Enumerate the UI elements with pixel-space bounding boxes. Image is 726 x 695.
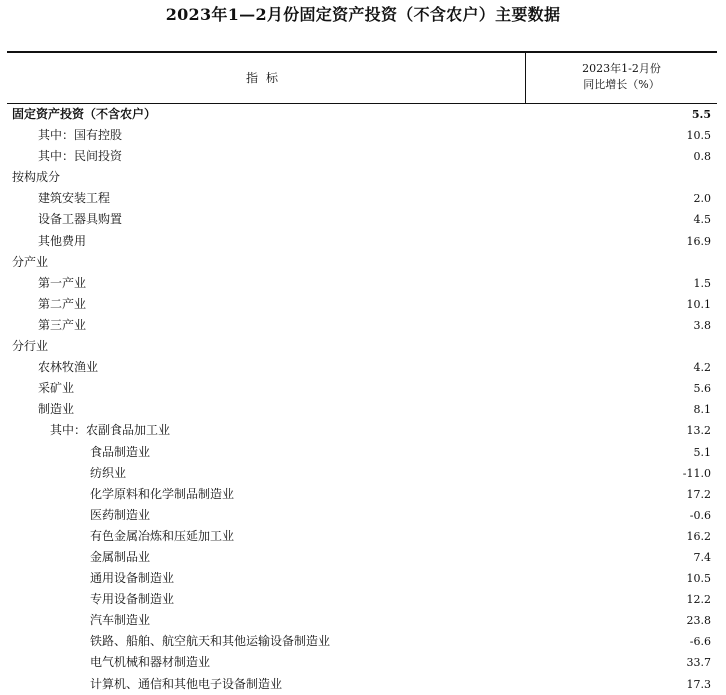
- row-label: 固定资产投资（不含农户）: [12, 107, 157, 121]
- row-label: 第二产业: [38, 296, 87, 311]
- row-value: 10.5: [686, 129, 711, 143]
- row-value: 1.5: [693, 276, 711, 290]
- row-label: 采矿业: [38, 381, 75, 396]
- table-row: [7, 526, 717, 547]
- data-table: [7, 51, 717, 695]
- row-value: 7.4: [693, 550, 711, 564]
- row-label: 分产业: [12, 254, 49, 269]
- table-row: [7, 442, 717, 463]
- row-label: 汽车制造业: [90, 613, 151, 628]
- row-label: 制造业: [38, 402, 75, 417]
- row-label: 化学原料和化学制品制造业: [90, 486, 235, 501]
- table-row: [7, 568, 717, 589]
- row-label: 其中：民间投资: [38, 149, 123, 164]
- table-row: [7, 463, 717, 484]
- row-label: 按构成分: [12, 170, 61, 185]
- row-value: -0.6: [689, 508, 711, 522]
- row-label: 专用设备制造业: [90, 592, 175, 607]
- row-label: 第三产业: [38, 317, 87, 332]
- row-label: 第一产业: [38, 275, 87, 290]
- row-label: 电气机械和器材制造业: [90, 655, 211, 670]
- table-row: [7, 294, 717, 315]
- table-row: [7, 188, 717, 209]
- row-label: 医药制造业: [90, 507, 151, 522]
- row-label: 纺织业: [90, 465, 127, 480]
- row-label: 通用设备制造业: [90, 571, 175, 586]
- row-label: 金属制品业: [90, 549, 151, 564]
- growth-column-header-period: 2023年1-2月份: [582, 62, 661, 75]
- table-row: [7, 167, 717, 188]
- table-row: [7, 420, 717, 441]
- table-row: [7, 610, 717, 631]
- row-value: 23.8: [686, 614, 711, 628]
- table-row: [7, 209, 717, 230]
- row-value: 10.1: [686, 297, 711, 311]
- table-row: [7, 146, 717, 167]
- table-row: [7, 674, 717, 695]
- table-row: [7, 357, 717, 378]
- row-label: 铁路、船舶、航空航天和其他运输设备制造业: [90, 634, 331, 649]
- table-row: [7, 273, 717, 294]
- row-label: 分行业: [12, 339, 49, 354]
- table-row: [7, 547, 717, 568]
- indicator-column-header: 指标: [245, 71, 286, 85]
- row-label: 其中：农副食品加工业: [50, 423, 171, 438]
- row-label: 其他费用: [38, 233, 87, 248]
- row-label: 食品制造业: [90, 444, 151, 459]
- row-value: 12.2: [686, 593, 711, 607]
- row-value: 13.2: [686, 424, 711, 438]
- table-row: [7, 631, 717, 652]
- table-row: [7, 315, 717, 336]
- table-row: [7, 104, 717, 125]
- row-label: 其中：国有控股: [38, 128, 123, 143]
- table-row: [7, 252, 717, 273]
- row-value: 16.9: [686, 234, 711, 248]
- page-title: 2023年1—2月份固定资产投资（不含农户）主要数据: [165, 5, 561, 24]
- table-row: [7, 484, 717, 505]
- row-value: 16.2: [686, 529, 711, 543]
- row-label: 建筑安装工程: [38, 191, 111, 206]
- row-label: 计算机、通信和其他电子设备制造业: [90, 676, 283, 691]
- row-label: 有色金属冶炼和压延加工业: [90, 528, 235, 543]
- row-label: 设备工器具购置: [38, 212, 123, 227]
- row-value: 5.5: [691, 108, 711, 121]
- row-value: 4.5: [693, 213, 711, 227]
- table-body: [7, 104, 717, 695]
- row-value: 8.1: [693, 403, 711, 417]
- row-value: -6.6: [689, 635, 711, 649]
- row-label: 农林牧渔业: [38, 360, 99, 375]
- row-value: 0.8: [693, 150, 711, 164]
- table-row: [7, 378, 717, 399]
- table-row: [7, 125, 717, 146]
- growth-column-header: [526, 61, 717, 93]
- row-value: 5.6: [693, 382, 711, 396]
- table-row: [7, 652, 717, 673]
- row-value: 33.7: [686, 656, 711, 670]
- table-row: [7, 589, 717, 610]
- table-row: [7, 231, 717, 252]
- row-value: 2.0: [693, 192, 711, 206]
- growth-column-header-unit: 同比增长（%）: [583, 78, 660, 91]
- table-header: [7, 53, 717, 104]
- row-value: -11.0: [682, 466, 711, 480]
- row-value: 3.8: [693, 318, 711, 332]
- table-row: [7, 505, 717, 526]
- row-value: 5.1: [693, 445, 711, 459]
- row-value: 10.5: [686, 572, 711, 586]
- row-value: 17.2: [686, 487, 711, 501]
- table-row: [7, 399, 717, 420]
- table-row: [7, 336, 717, 357]
- row-value: 4.2: [693, 361, 711, 375]
- row-value: 17.3: [686, 677, 711, 691]
